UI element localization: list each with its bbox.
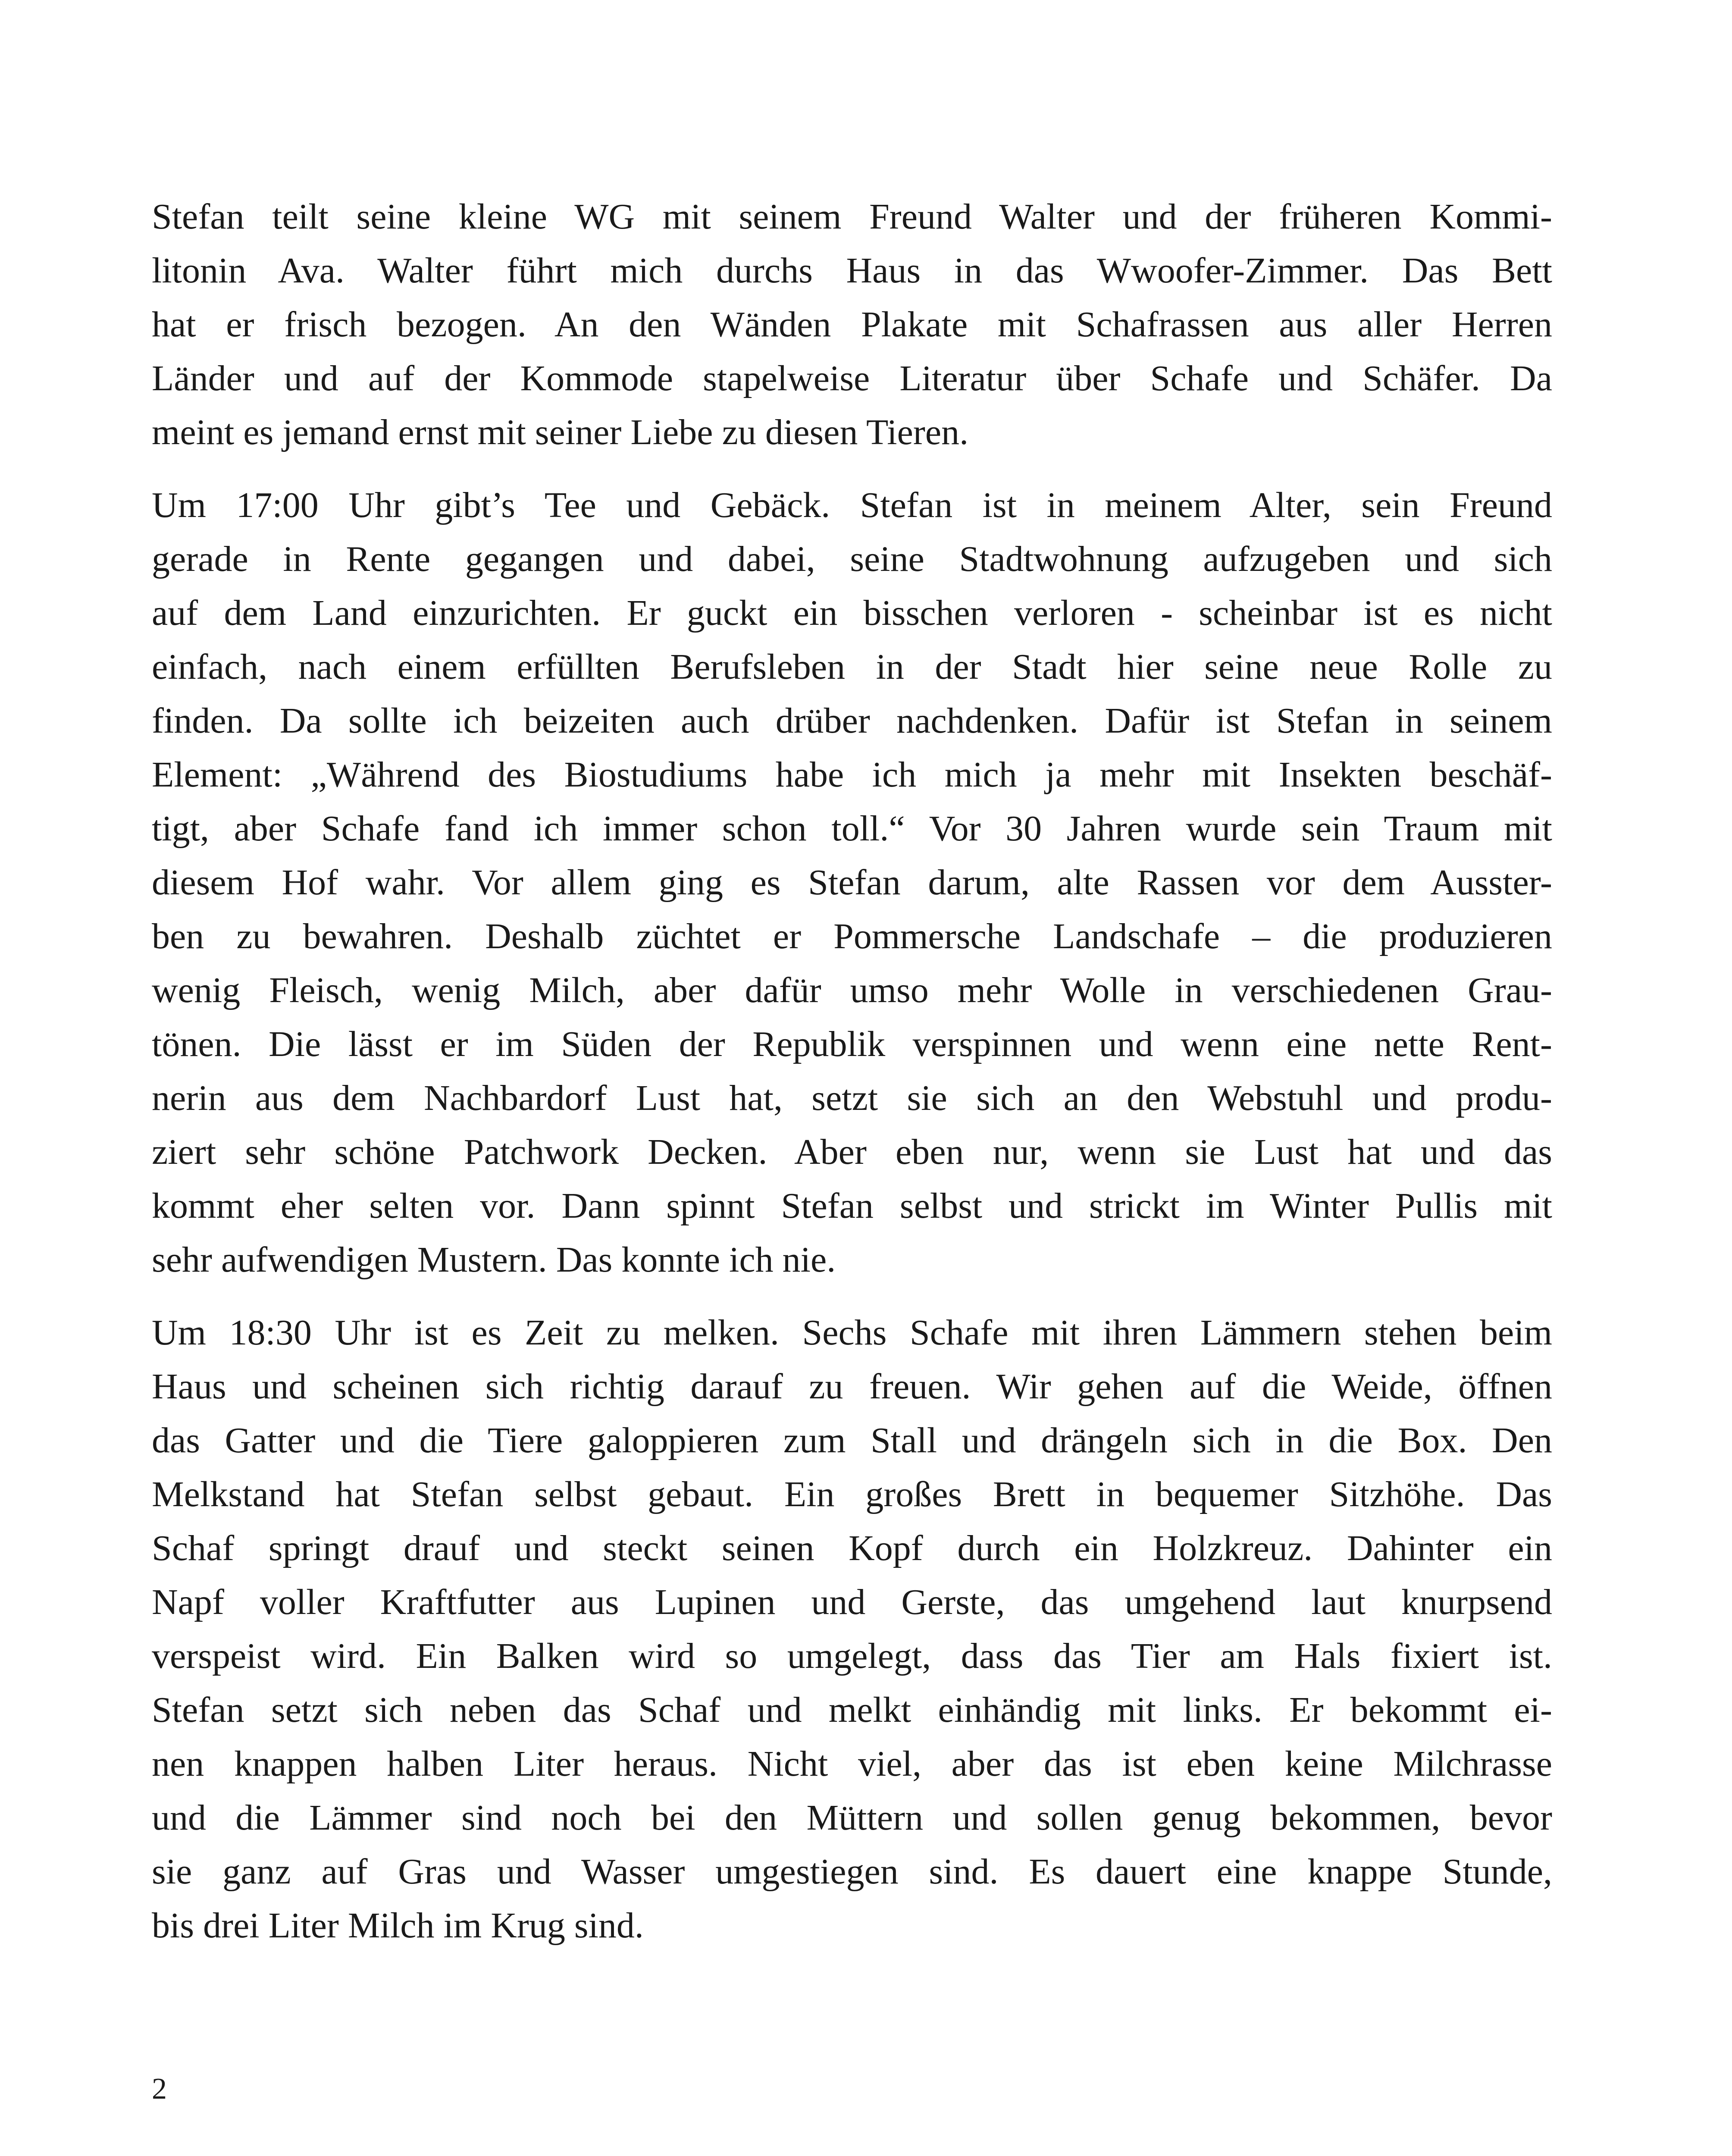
text-line: einfach, nach einem erfüllten Berufsleben in der Stadt hier seine neue Rolle zu bbox=[152, 647, 1552, 687]
text-line: auf dem Land einzurichten. Er guckt ein bisschen verloren - scheinbar ist es nicht bbox=[152, 593, 1552, 633]
text-line: Um 17:00 Uhr gibt’s Tee und Gebäck. Stefan ist in meinem Alter, sein Freund bbox=[152, 485, 1552, 525]
text-line: Stefan setzt sich neben das Schaf und melkt einhändig mit links. Er bekommt ei- bbox=[152, 1690, 1552, 1730]
text-line: sie ganz auf Gras und Wasser umgestiegen sind. Es dauert eine knappe Stunde, bbox=[152, 1852, 1552, 1892]
text-line: hat er frisch bezogen. An den Wänden Plakate mit Schafrassen aus aller Herren bbox=[152, 304, 1552, 345]
text-line: Melkstand hat Stefan selbst gebaut. Ein großes Brett in bequemer Sitzhöhe. Das bbox=[152, 1474, 1552, 1514]
paragraph bbox=[152, 1306, 1552, 1952]
text-line: Element: „Während des Biostudiums habe ich mich ja mehr mit Insekten beschäf- bbox=[152, 755, 1552, 795]
page-number: 2 bbox=[152, 2072, 167, 2106]
text-line: verspeist wird. Ein Balken wird so umgelegt, dass das Tier am Hals fixiert ist. bbox=[152, 1636, 1552, 1676]
text-line: sehr aufwendigen Mustern. Das konnte ich nie. bbox=[152, 1240, 836, 1280]
text-line: das Gatter und die Tiere galoppieren zum Stall und drängeln sich in die Box. Den bbox=[152, 1420, 1552, 1460]
text-line: nerin aus dem Nachbardorf Lust hat, setzt sie sich an den Webstuhl und produ- bbox=[152, 1078, 1552, 1118]
text-line: gerade in Rente gegangen und dabei, seine Stadtwohnung aufzugeben und sich bbox=[152, 539, 1552, 579]
text-line: Stefan teilt seine kleine WG mit seinem Freund Walter und der früheren Kommi- bbox=[152, 197, 1552, 237]
paragraph bbox=[152, 190, 1552, 459]
text-line: tönen. Die lässt er im Süden der Republik verspinnen und wenn eine nette Rent- bbox=[152, 1024, 1552, 1064]
text-line: kommt eher selten vor. Dann spinnt Stefan selbst und strickt im Winter Pullis mit bbox=[152, 1186, 1552, 1226]
text-line: tigt, aber Schafe fand ich immer schon toll.“ Vor 30 Jahren wurde sein Traum mit bbox=[152, 808, 1552, 849]
text-line: nen knappen halben Liter heraus. Nicht viel, aber das ist eben keine Milchrasse bbox=[152, 1744, 1552, 1784]
text-line: Haus und scheinen sich richtig darauf zu freuen. Wir gehen auf die Weide, öffnen bbox=[152, 1366, 1552, 1407]
text-line: meint es jemand ernst mit seiner Liebe zu diesen Tieren. bbox=[152, 412, 969, 452]
text-line: Napf voller Kraftfutter aus Lupinen und Gerste, das umgehend laut knurpsend bbox=[152, 1582, 1552, 1622]
text-line: wenig Fleisch, wenig Milch, aber dafür umso mehr Wolle in verschiedenen Grau- bbox=[152, 970, 1552, 1010]
text-line: ziert sehr schöne Patchwork Decken. Aber eben nur, wenn sie Lust hat und das bbox=[152, 1132, 1552, 1172]
text-line: und die Lämmer sind noch bei den Müttern und sollen genug bekommen, bevor bbox=[152, 1798, 1552, 1838]
text-line: Um 18:30 Uhr ist es Zeit zu melken. Sechs Schafe mit ihren Lämmern stehen beim bbox=[152, 1313, 1552, 1353]
body-text bbox=[152, 190, 1552, 1971]
text-line: diesem Hof wahr. Vor allem ging es Stefan darum, alte Rassen vor dem Ausster- bbox=[152, 862, 1552, 903]
paragraph bbox=[152, 478, 1552, 1287]
text-line: Schaf springt drauf und steckt seinen Kopf durch ein Holzkreuz. Dahinter ein bbox=[152, 1528, 1552, 1568]
text-line: ben zu bewahren. Deshalb züchtet er Pommersche Landschafe – die produzieren bbox=[152, 916, 1552, 956]
text-line: litonin Ava. Walter führt mich durchs Haus in das Wwoofer-Zimmer. Das Bett bbox=[152, 251, 1552, 291]
text-line: Länder und auf der Kommode stapelweise Literatur über Schafe und Schäfer. Da bbox=[152, 358, 1552, 398]
text-line: bis drei Liter Milch im Krug sind. bbox=[152, 1905, 644, 1946]
text-line: finden. Da sollte ich beizeiten auch drüber nachdenken. Dafür ist Stefan in seinem bbox=[152, 701, 1552, 741]
